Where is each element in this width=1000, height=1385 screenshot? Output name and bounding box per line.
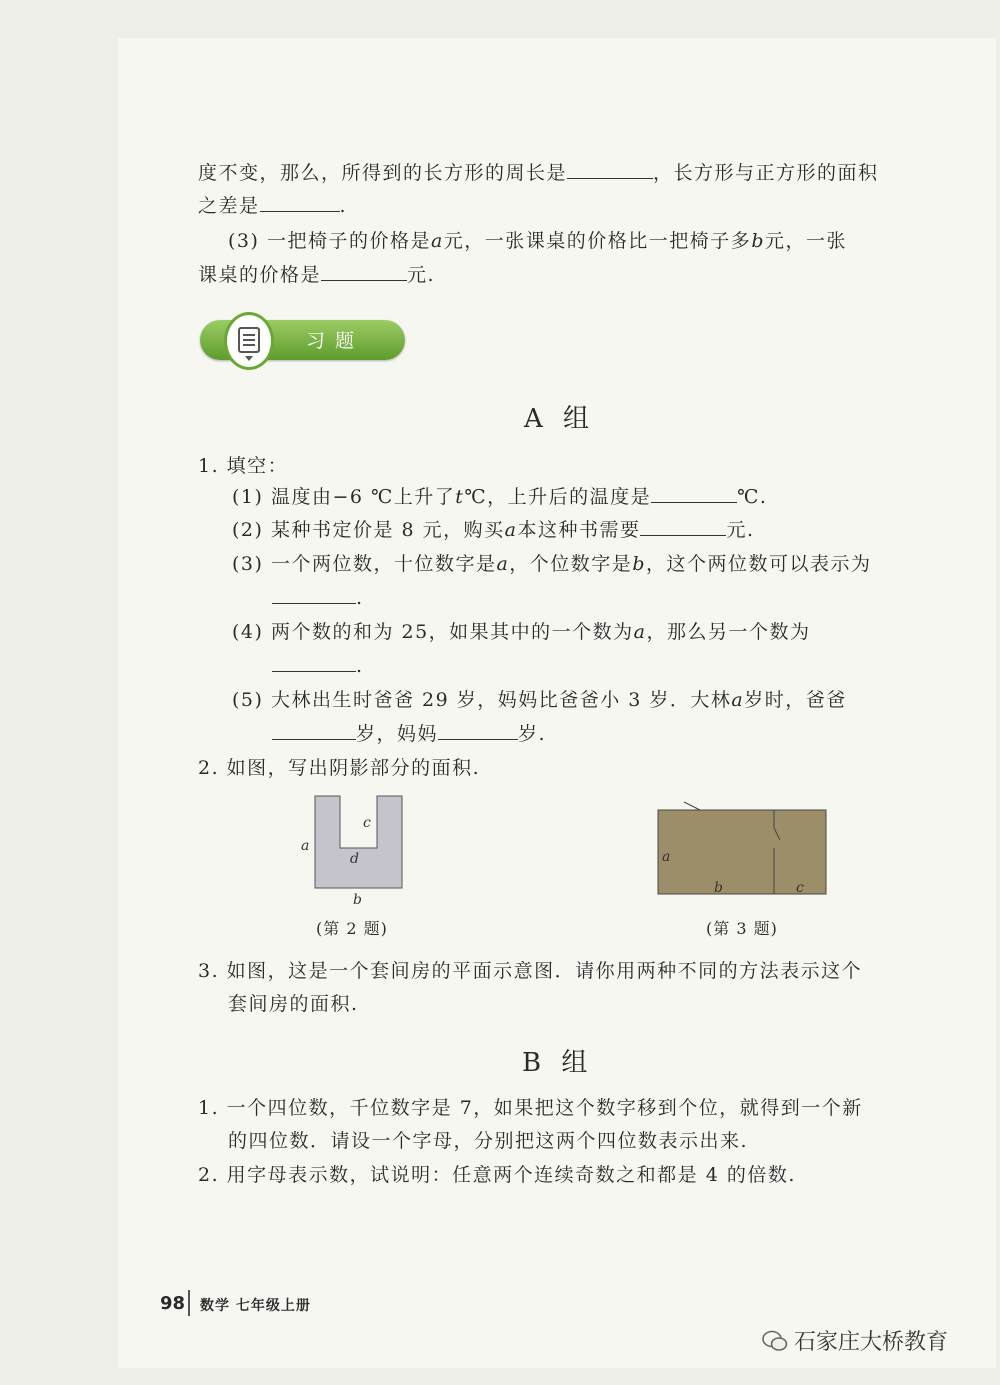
text: ，长方形与正方形的面积 bbox=[653, 162, 879, 184]
q1-item-4 bbox=[232, 619, 811, 645]
answer-blank[interactable] bbox=[321, 262, 407, 281]
b-question-1-line-1: 1. 一个四位数，千位数字是 7，如果把这个数字移到个位，就得到一个新 bbox=[198, 1097, 863, 1119]
fig3-caption: (第 3 题) bbox=[706, 919, 778, 938]
question-3-line-1: 3. 如图，这是一个套间房的平面示意图．请你用两种不同的方法表示这个 bbox=[198, 960, 863, 982]
var-a: a bbox=[633, 621, 647, 643]
var-a: a bbox=[496, 553, 510, 575]
text: . bbox=[356, 655, 364, 677]
text: ，那么另一个数为 bbox=[646, 621, 811, 643]
var-a: a bbox=[430, 230, 444, 252]
question-1: 1. 填空： bbox=[198, 455, 289, 477]
group-b-title: B 组 bbox=[522, 1048, 594, 1078]
var-a: a bbox=[504, 519, 518, 541]
text: (3) 一个两位数，十位数字是 bbox=[232, 553, 497, 575]
text: 元，一张课桌的价格比一把椅子多 bbox=[443, 230, 752, 252]
fig2-label-c: c bbox=[363, 815, 371, 831]
answer-blank[interactable] bbox=[438, 721, 518, 740]
b-question-1-line-2: 的四位数．请设一个字母，分别把这两个四位数表示出来. bbox=[228, 1130, 749, 1152]
text: (1) 温度由−6 ℃上升了 bbox=[232, 486, 456, 508]
prev-line-3 bbox=[228, 228, 847, 254]
text: 岁. bbox=[518, 723, 547, 745]
text: 之差是 bbox=[198, 195, 260, 217]
wechat-icon bbox=[762, 1330, 788, 1352]
q1-item-2 bbox=[232, 517, 755, 543]
var-a: a bbox=[731, 689, 745, 711]
fig3-label-c: c bbox=[796, 880, 804, 896]
fig2-shaded-region bbox=[315, 796, 402, 888]
text: . bbox=[339, 195, 348, 217]
var-b: b bbox=[632, 553, 646, 575]
text: (2) 某种书定价是 8 元，购买 bbox=[232, 519, 505, 541]
page-number: 98 bbox=[160, 1293, 186, 1314]
q1-item-1 bbox=[232, 484, 767, 510]
question-2: 2. 如图，写出阴影部分的面积. bbox=[198, 757, 481, 779]
var-t: t bbox=[455, 486, 465, 508]
text: 元. bbox=[407, 264, 436, 286]
b-question-2: 2. 用字母表示数，试说明：任意两个连续奇数之和都是 4 的倍数. bbox=[198, 1164, 796, 1186]
fig3-label-a: a bbox=[662, 849, 671, 865]
watermark-text: 石家庄大桥教育 bbox=[794, 1330, 949, 1355]
fig2-label-b: b bbox=[353, 892, 362, 908]
prev-line-4 bbox=[198, 262, 435, 288]
q1-item-5-blanks bbox=[272, 721, 546, 747]
answer-blank[interactable] bbox=[567, 160, 653, 179]
fig2-label-d: d bbox=[350, 851, 359, 867]
answer-blank[interactable] bbox=[272, 721, 356, 740]
text: ℃，上升后的温度是 bbox=[464, 486, 652, 508]
fig3-label-b: b bbox=[714, 880, 723, 896]
prev-line-2 bbox=[198, 193, 347, 219]
var-b: b bbox=[751, 230, 765, 252]
text: (4) 两个数的和为 25，如果其中的一个数为 bbox=[232, 621, 634, 643]
text: ℃. bbox=[737, 486, 768, 508]
footer-book-title: 数学 七年级上册 bbox=[200, 1298, 311, 1314]
text: 度不变，那么，所得到的长方形的周长是 bbox=[198, 162, 568, 184]
fig2-label-a: a bbox=[301, 838, 310, 854]
footer-divider bbox=[188, 1290, 190, 1316]
q1-item-3 bbox=[232, 551, 872, 577]
text: 元. bbox=[726, 519, 755, 541]
figure-2 bbox=[295, 790, 415, 915]
answer-blank[interactable] bbox=[272, 585, 356, 604]
text: 岁，妈妈 bbox=[356, 723, 439, 745]
fig3-entrance bbox=[684, 802, 700, 810]
answer-blank[interactable] bbox=[640, 517, 726, 536]
text: 课桌的价格是 bbox=[198, 264, 322, 286]
question-3-line-2: 套间房的面积. bbox=[228, 993, 359, 1015]
q1-item-3-blank bbox=[272, 585, 364, 611]
text: 岁时，爸爸 bbox=[744, 689, 847, 711]
answer-blank[interactable] bbox=[272, 653, 356, 672]
answer-blank[interactable] bbox=[260, 193, 340, 212]
text: 本这种书需要 bbox=[517, 519, 641, 541]
banner-label: 习题 bbox=[306, 330, 365, 352]
text: 元，一张 bbox=[764, 230, 847, 252]
figure-3 bbox=[650, 798, 835, 903]
fig2-caption: (第 2 题) bbox=[316, 919, 388, 938]
text: (5) 大林出生时爸爸 29 岁，妈妈比爸爸小 3 岁．大林 bbox=[232, 689, 732, 711]
q1-item-5 bbox=[232, 687, 847, 713]
group-a-title: A 组 bbox=[524, 404, 596, 434]
q1-item-4-blank bbox=[272, 653, 364, 679]
text: . bbox=[356, 587, 364, 609]
text: ，个位数字是 bbox=[509, 553, 633, 575]
answer-blank[interactable] bbox=[651, 484, 737, 503]
text: ，这个两位数可以表示为 bbox=[645, 553, 872, 575]
prev-line-1 bbox=[198, 160, 879, 186]
notepad-icon bbox=[224, 312, 274, 370]
text: (3) 一把椅子的价格是 bbox=[228, 230, 431, 252]
